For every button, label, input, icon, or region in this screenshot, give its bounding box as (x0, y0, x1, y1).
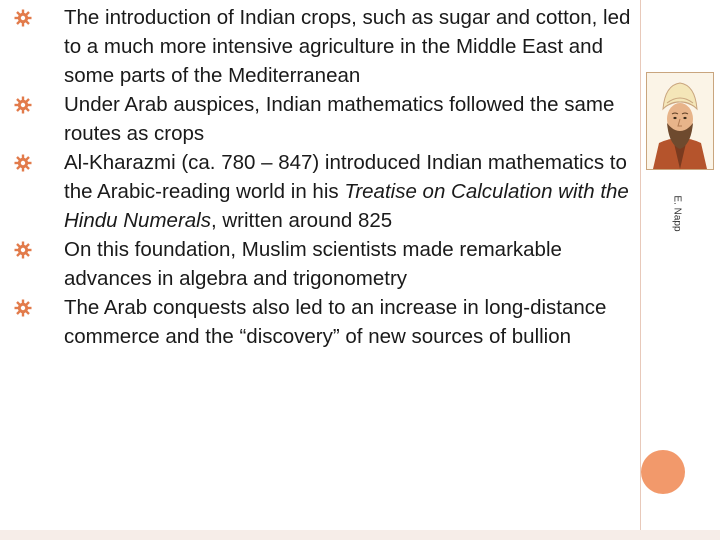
book-title: Treatise on Calculation with the Hindu Numerals (64, 180, 629, 232)
author-label-text: E. Napp (671, 195, 683, 232)
gear-icon (14, 299, 32, 317)
bullet-item (14, 235, 634, 293)
bullet-text: Under Arab auspices, Indian mathematics followed the same routes as crops (64, 93, 615, 145)
bullet-text: The Arab conquests also led to an increase in long-distance commerce and the “discovery” of new sources of bullion (64, 296, 607, 348)
bullet-item (14, 3, 634, 90)
bullet-item (14, 293, 634, 351)
scholar-portrait-icon (646, 72, 714, 170)
bullet-text: The introduction of Indian crops, such as sugar and cotton, led to a much more intensive agriculture in the Middle East and some parts of the Mediterranean (64, 6, 631, 87)
bullet-item (14, 90, 634, 148)
bottom-band (0, 530, 720, 540)
gear-icon (14, 9, 32, 27)
accent-circle (641, 450, 685, 494)
gear-icon (14, 96, 32, 114)
bullet-item (14, 148, 634, 235)
bullet-list (14, 3, 634, 351)
bullet-text: On this foundation, Muslim scientists made remarkable advances in algebra and trigonometry (64, 238, 562, 290)
bullet-text: , written around 825 (210, 209, 393, 232)
gear-icon (14, 154, 32, 172)
author-side-label (670, 190, 683, 240)
bullet-text: Al-Kharazmi (ca. 780 – 847) introduced Indian mathematics to the Arabic-reading world in his (64, 151, 627, 203)
gear-icon (14, 241, 32, 259)
